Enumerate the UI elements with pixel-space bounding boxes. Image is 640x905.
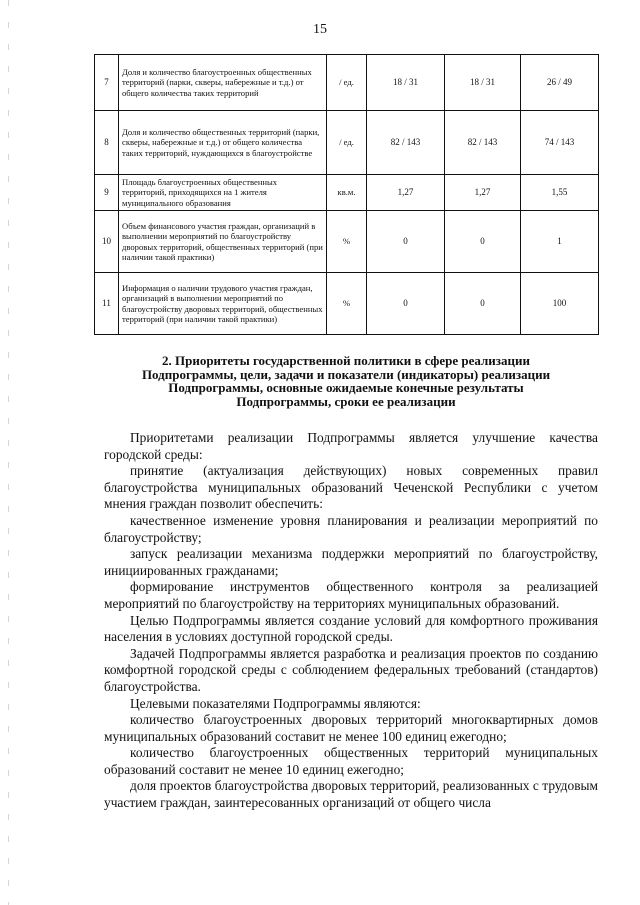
- value-cell: 0: [367, 211, 445, 273]
- paragraph: запуск реализации механизма поддержки мероприятий по благоустройству, инициированных гражданами;: [104, 546, 598, 578]
- value-cell: 82 / 143: [367, 111, 445, 175]
- table-row: [95, 175, 599, 211]
- section-heading-line: Подпрограммы, сроки ее реализации: [236, 393, 456, 409]
- table-row: [95, 55, 599, 111]
- table-row: [95, 211, 599, 273]
- row-number: 7: [95, 55, 119, 111]
- table-row: [95, 273, 599, 335]
- paragraph: Целью Подпрограммы является создание условий для комфортного проживания населения в условиях доступной городской среды.: [104, 612, 598, 645]
- indicator-name: Доля и количество общественных территорий (парки, скверы, набережные и т.д.) от общего количества таких территорий, нуждающихся в благоустройстве: [119, 111, 327, 175]
- section-heading-line: Подпрограммы, основные ожидаемые конечные результаты: [168, 380, 524, 395]
- paragraph: количество благоустроенных общественных территорий муниципальных образований составит не менее 10 единиц ежегодно;: [104, 745, 598, 777]
- paragraph: Приоритетами реализации Подпрограммы является улучшение качества городской среды:: [104, 430, 598, 462]
- row-number: 10: [95, 211, 119, 273]
- value-cell: 82 / 143: [445, 111, 521, 175]
- unit-cell: / ед.: [327, 55, 367, 111]
- section-heading-line: Подпрограммы, цели, задачи и показатели (индикаторы) реализации: [141, 366, 551, 382]
- value-cell: 1,55: [521, 175, 599, 211]
- paragraph: количество благоустроенных дворовых территорий многоквартирных домов муниципальных образований составит не менее 100 единиц ежегодно;: [104, 712, 598, 744]
- row-number: 9: [95, 175, 119, 211]
- value-cell: 0: [367, 273, 445, 335]
- unit-cell: %: [327, 211, 367, 273]
- paragraph: формирование инструментов общественного контроля за реализацией мероприятий по благоустройству на территориях муниципальных образований.: [104, 579, 598, 611]
- paragraph: качественное изменение уровня планирования и реализации мероприятий по благоустройству;: [104, 512, 598, 545]
- page-number: 15: [313, 22, 327, 37]
- body-text: [104, 430, 598, 812]
- value-cell: 1: [521, 211, 599, 273]
- value-cell: 1,27: [367, 175, 445, 211]
- paragraph: принятие (актуализация действующих) новых современных правил благоустройства муниципальных образований Чеченской Республики с учетом мнения граждан позволит обеспечить:: [104, 463, 598, 512]
- indicator-name: Площадь благоустроенных общественных территорий, приходящихся на 1 жителя муниципального образования: [119, 175, 327, 211]
- value-cell: 1,27: [445, 175, 521, 211]
- section-heading: [90, 354, 602, 408]
- value-cell: 100: [521, 273, 599, 335]
- value-cell: 0: [445, 273, 521, 335]
- value-cell: 18 / 31: [367, 55, 445, 111]
- table-row: [95, 111, 599, 175]
- value-cell: 0: [445, 211, 521, 273]
- paragraph: Целевыми показателями Подпрограммы являются:: [130, 695, 421, 711]
- indicator-name: Информация о наличии трудового участия граждан, организаций в выполнении мероприятий по благоустройству дворовых территорий, общественных территорий (при наличии такой практики): [119, 273, 327, 335]
- paragraph: Задачей Подпрограммы является разработка и реализация проектов по созданию комфортной городской среды с соблюдением федеральных требований (стандартов) благоустройства.: [104, 645, 598, 694]
- value-cell: 26 / 49: [521, 55, 599, 111]
- paragraph: доля проектов благоустройства дворовых территорий, реализованных с трудовым участием граждан, заинтересованных организаций от общего числа: [104, 778, 598, 811]
- unit-cell: / ед.: [327, 111, 367, 175]
- value-cell: 18 / 31: [445, 55, 521, 111]
- section-heading-line: 2. Приоритеты государственной политики в сфере реализации: [161, 353, 530, 368]
- indicator-name: Доля и количество благоустроенных общественных территорий (парки, скверы, набережные и т.д.) от общего количества таких территорий: [119, 55, 327, 111]
- indicators-table: [94, 54, 598, 335]
- scan-margin-artifact: [8, 0, 9, 905]
- row-number: 11: [95, 273, 119, 335]
- unit-cell: %: [327, 273, 367, 335]
- value-cell: 74 / 143: [521, 111, 599, 175]
- row-number: 8: [95, 111, 119, 175]
- unit-cell: кв.м.: [327, 175, 367, 211]
- indicator-name: Объем финансового участия граждан, организаций в выполнении мероприятий по благоустройству дворовых территорий, общественных территорий (при наличии такой практики): [119, 211, 327, 273]
